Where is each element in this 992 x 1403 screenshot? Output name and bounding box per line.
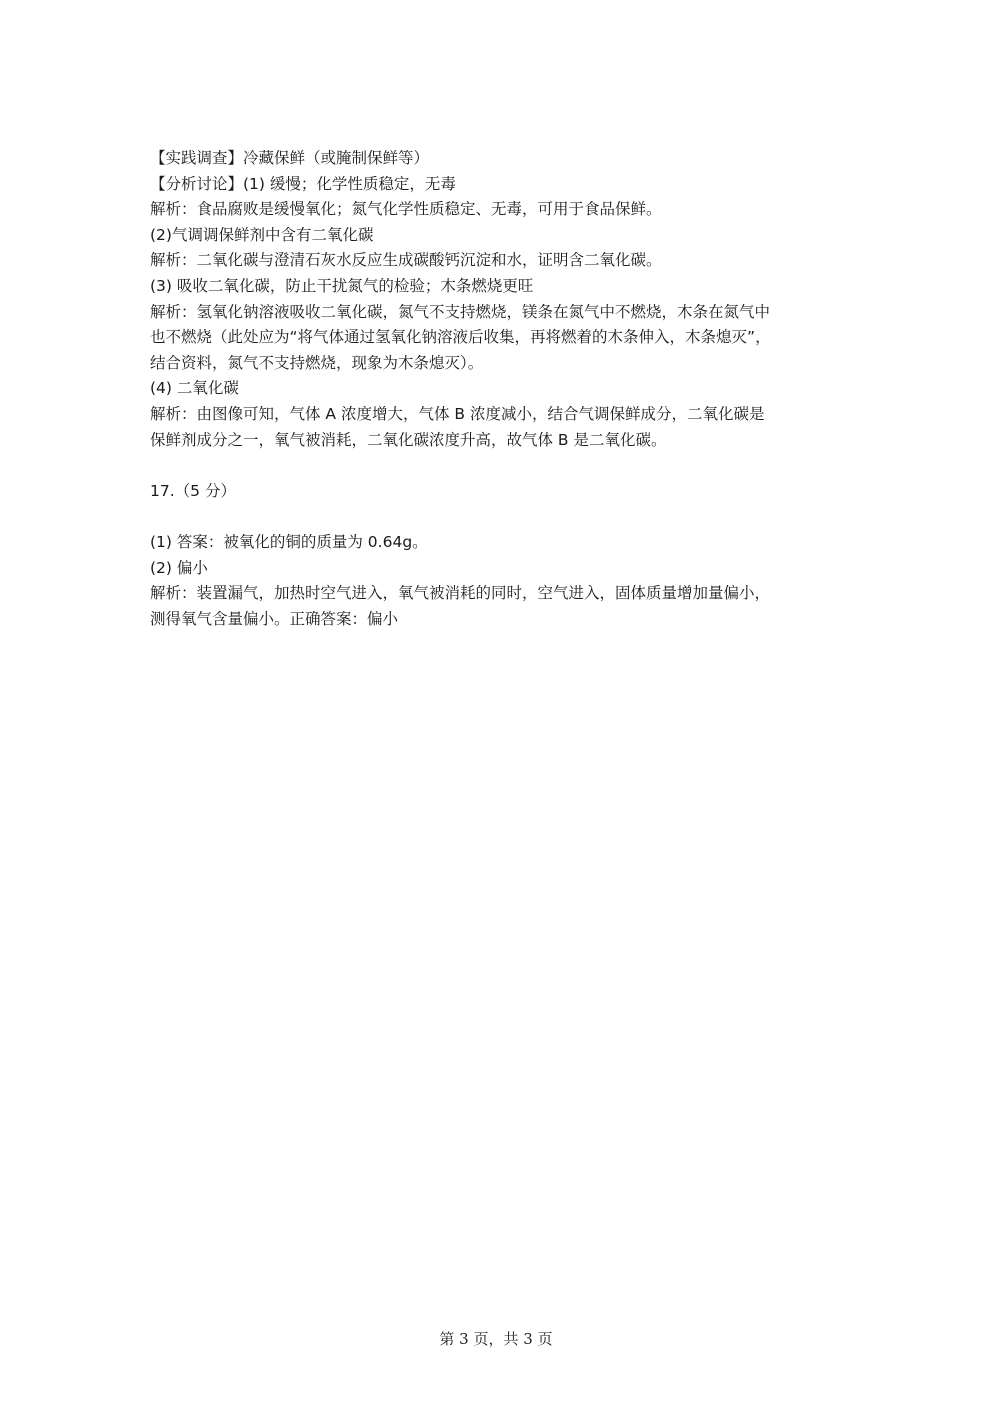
- explanation-1: 解析：食品腐败是缓慢氧化；氮气化学性质稳定、无毒，可用于食品保鲜。: [150, 200, 662, 219]
- answer-content: [150, 146, 850, 632]
- explanation-4-line-2: 保鲜剂成分之一，氧气被消耗，二氧化碳浓度升高，故气体 B 是二氧化碳。: [150, 430, 667, 449]
- explanation-3-line-3: 结合资料，氮气不支持燃烧，现象为木条熄灭）。: [150, 353, 484, 372]
- answer-2: (2)气调调保鲜剂中含有二氧化碳: [150, 225, 374, 244]
- q17-answer-1: (1) 答案：被氧化的铜的质量为 0.64g。: [150, 532, 428, 551]
- q17-explanation-line-1: 解析：装置漏气，加热时空气进入，氧气被消耗的同时，空气进入，固体质量增加量偏小，: [150, 584, 771, 603]
- blank-line: [150, 453, 850, 479]
- q17-explanation-line-2: 测得氧气含量偏小。正确答案：偏小: [150, 609, 399, 628]
- q17-answer-2: (2) 偏小: [150, 558, 208, 577]
- answer-3: (3) 吸收二氧化碳，防止干扰氮气的检验；木条燃烧更旺: [150, 276, 534, 295]
- answer-4: (4) 二氧化碳: [150, 379, 239, 398]
- explanation-4-line-1: 解析：由图像可知，气体 A 浓度增大，气体 B 浓度减小，结合气调保鲜成分，二氧化碳是: [150, 404, 765, 423]
- explanation-3-line-2: 也不燃烧（此处应为“将气体通过氢氧化钠溶液后收集，再将燃着的木条伸入，木条熄灭”，: [150, 328, 771, 347]
- page-footer: 第 3 页，共 3 页: [439, 1330, 553, 1348]
- explanation-3-line-1: 解析：氢氧化钠溶液吸收二氧化碳，氮气不支持燃烧，镁条在氮气中不燃烧，木条在氮气中: [150, 302, 771, 321]
- blank-line: [150, 504, 850, 530]
- section-analysis-discussion: 【分析讨论】(1) 缓慢；化学性质稳定，无毒: [150, 174, 456, 193]
- section-practice-survey: 【实践调查】冷藏保鲜（或腌制保鲜等）: [150, 149, 430, 167]
- question-17-heading: 17.（5 分）: [150, 481, 236, 500]
- explanation-2: 解析：二氧化碳与澄清石灰水反应生成碳酸钙沉淀和水，证明含二氧化碳。: [150, 251, 662, 270]
